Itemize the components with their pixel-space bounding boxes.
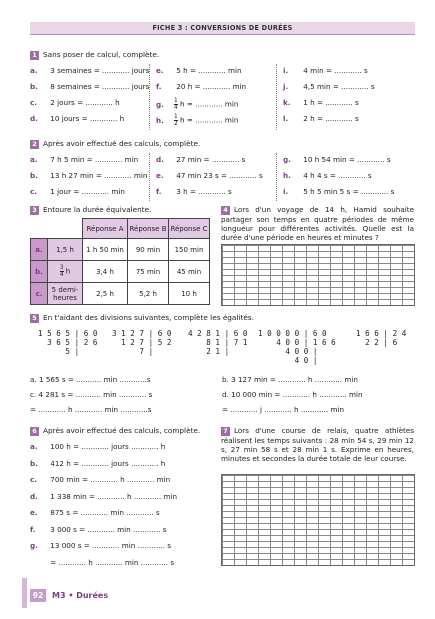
- equality-line: a. 1 565 s = ........... min ............s: [30, 375, 151, 384]
- exercise-item: d. 27 min = ............ s: [156, 155, 246, 164]
- exercise-item: j. 4,5 min = ............ s: [283, 82, 375, 91]
- exercise-item: d. 10 jours = ............ h: [30, 114, 125, 123]
- section-number: 1: [30, 51, 39, 60]
- exercise-item: h. 4 h 4 s = ............ s: [283, 171, 372, 180]
- divider: [276, 153, 277, 201]
- fraction: $\frac{1}{2}$: [174, 114, 178, 127]
- section-number: 5: [30, 314, 39, 323]
- exercise-item: b. 13 h 27 min = ............ min: [30, 171, 148, 180]
- chapter-title: M3 • Durées: [52, 591, 109, 600]
- section-number: 7: [221, 427, 230, 436]
- section-number: 2: [30, 140, 39, 149]
- answer-option[interactable]: 150 min: [169, 239, 210, 261]
- section-2-instruction: 2 Après avoir effectué des calculs, complète.: [30, 139, 200, 149]
- divider: [149, 153, 150, 201]
- section-number: 4: [221, 206, 230, 215]
- section-6-instruction: 6 Après avoir effectué des calculs, complète.: [30, 426, 200, 436]
- exercise-item: e. 47 min 23 s = ............ s: [156, 171, 263, 180]
- table-row: c. 5 demi-heures 2,5 h 5,2 h 10 h: [31, 283, 210, 305]
- answer-option[interactable]: 3,4 h: [83, 261, 128, 283]
- exercise-item: c. 700 min = ............ h ............ min: [30, 475, 171, 484]
- table-row: a. 1,5 h 1 h 50 min 90 min 150 min: [31, 239, 210, 261]
- exercise-item: a. 100 h = ............ jours ............ h: [30, 442, 166, 451]
- exercise-item: f. 3 000 s = ............ min ............ s: [30, 524, 167, 534]
- header-c: Réponse C: [169, 219, 210, 239]
- exercise-item: a. 7 h 5 min = ............ min: [30, 155, 139, 164]
- division-4: 1 0 0 0 0 | 6 0 4 0 0 | 1 6 6 4 0 0 | 4 0 |: [258, 329, 336, 365]
- exercise-item: d. 1 338 min = ............ h ............ min: [30, 491, 178, 501]
- equality-line: d. 10 000 min = ............ h ............ min: [222, 390, 363, 399]
- answer-option[interactable]: 10 h: [169, 283, 210, 305]
- sheet-title: FICHE 3 : CONVERSIONS DE DURÉES: [30, 22, 415, 35]
- section-1-instruction: 1 Sans poser de calcul, complète.: [30, 50, 159, 60]
- section-5-instruction: 5 En t'aidant des divisions suivantes, complète les égalités.: [30, 313, 254, 323]
- fraction: $\frac{1}{4}$: [174, 98, 178, 111]
- equality-line: = ............ h ............ min ............s: [30, 405, 152, 414]
- header-b: Réponse B: [128, 219, 169, 239]
- exercise-item: e. 5 h = ............ min: [156, 66, 242, 75]
- equality-line: c. 4 281 s = ........... min ............ s: [30, 390, 153, 399]
- exercise-item: g. 13 000 s = ............ min ............ s: [30, 541, 172, 550]
- exercise-item: l. 2 h = ............ s: [283, 114, 359, 123]
- equality-line: b. 3 127 min = ............ h ............ min: [222, 375, 358, 384]
- exercise-item: i. 4 min = ............ s: [283, 66, 368, 75]
- answer-grid: [221, 244, 415, 306]
- answer-option[interactable]: 90 min: [128, 239, 169, 261]
- exercise-item: a. 3 semaines = ............ jours: [30, 66, 150, 75]
- division-1: 1 5 6 5 | 6 0 3 6 5 | 2 6 5 |: [38, 329, 98, 356]
- exercise-item: g. $\frac{1}{4}$ h = ............ min: [156, 98, 239, 111]
- exercise-item: i. 5 h 5 min 5 s = ............ s: [283, 187, 395, 196]
- answer-option[interactable]: 75 min: [128, 261, 169, 283]
- section-7-text: 7 Lors d'une course de relais, quatre athlètes réalisent les temps suivants : 28 min 54 s, 29 min 12 s, 27 min 58 s et 28 min 1 s. Exprime en heures, minutes et secondes la durée totale de leur course.: [221, 426, 414, 463]
- answer-grid: [221, 474, 415, 566]
- exercise-item: b. 8 semaines = ............ jours: [30, 82, 150, 91]
- divider: [276, 64, 277, 130]
- divider: [149, 64, 150, 130]
- division-2: 3 1 2 7 | 6 0 1 2 7 | 5 2 7 |: [112, 329, 172, 356]
- answer-option[interactable]: 1 h 50 min: [83, 239, 128, 261]
- answer-option[interactable]: 2,5 h: [83, 283, 128, 305]
- division-5: 1 6 6 | 2 4 2 2 | 6: [356, 329, 407, 347]
- division-3: 4 2 8 1 | 6 0 8 1 | 7 1 2 1 |: [188, 329, 248, 356]
- section-number: 3: [30, 206, 39, 215]
- exercise-item: k. 1 h = ............ s: [283, 98, 359, 107]
- exercise-item: c. 1 jour = ............ min: [30, 187, 125, 196]
- section-3-instruction: 3 Entoure la durée équivalente.: [30, 205, 151, 215]
- exercise-item: h. $\frac{1}{2}$ h = ............ min: [156, 114, 239, 127]
- exercise-item: f. 3 h = ............ s: [156, 187, 232, 196]
- equality-line: = ............ j ............ h ............ min: [222, 405, 345, 414]
- exercise-item: c. 2 jours = ............ h: [30, 98, 120, 107]
- exercise-item: f. 20 h = ............ min: [156, 82, 247, 91]
- exercise-item: = ............ h ............ min ............ s: [48, 557, 175, 567]
- header-a: Réponse A: [83, 219, 128, 239]
- answer-option[interactable]: 5,2 h: [128, 283, 169, 305]
- fraction: $\frac{3}{4}$: [59, 265, 64, 278]
- equivalence-table: [30, 218, 210, 305]
- section-4-text: 4 Lors d'un voyage de 14 h, Hamid souhaite partager son temps en quatre périodes de même longueur pour différentes activités. Quelle est la durée d'une période en heures et minutes ?: [221, 205, 414, 242]
- exercise-item: g. 10 h 54 min = ............ s: [283, 155, 391, 164]
- page-number: 92: [30, 589, 46, 602]
- section-number: 6: [30, 427, 39, 436]
- exercise-item: e. 875 s = ............ min ............ s: [30, 508, 160, 517]
- exercise-item: b. 412 h = ............ jours ............ h: [30, 458, 166, 468]
- answer-option[interactable]: 45 min: [169, 261, 210, 283]
- table-row: b. $\frac{3}{4}$ h 3,4 h 75 min 45 min: [31, 261, 210, 283]
- margin-tab: [22, 578, 27, 608]
